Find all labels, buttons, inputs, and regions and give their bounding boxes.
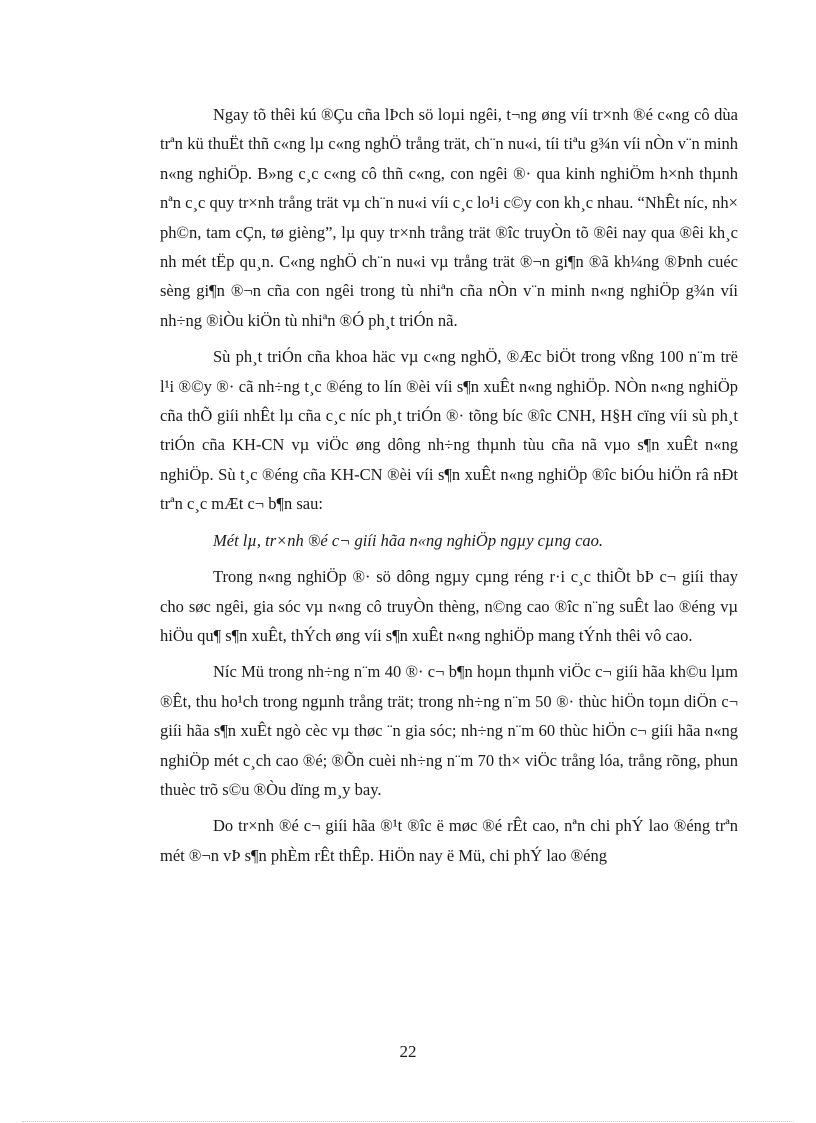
page-number: 22 — [399, 1042, 417, 1061]
paragraph-4: Níc Mü trong nh÷ng n¨m 40 ®· c¬ b¶n hoµn thµnh viÖc c¬ giíi hãa kh©u lµm ®Êt, thu ho¹ch trong ngµnh trång trät; trong nh÷ng n¨m 50 ®· thùc hiÖn toµn diÖn c¬ giíi hãa s¶n xuÊt ngò cèc vµ thøc ¨n gia sóc; nh÷ng n¨m 60 thùc hiÖn c¬ giíi hãa n«ng nghiÖp mét c¸ch cao ®é; ®Õn cuèi nh÷ng n¨m 70 th× viÖc trång lóa, trång rõng, phun thuèc trõ s©u ®Òu dïng m¸y bay. — [160, 662, 738, 799]
paragraph-3: Trong n«ng nghiÖp ®· sö dông ngµy cµng réng r·i c¸c thiÕt bÞ c¬ giíi thay cho søc ngêi, gia sóc vµ n«ng cô truyÒn thèng, n©ng cao ®îc n¨ng suÊt lao ®éng vµ hiÖu qu¶ s¶n xuÊt, thÝch øng víi s¶n xuÊt n«ng nghiÖp mang tÝnh thêi vô cao. — [160, 567, 738, 645]
page-bottom-divider — [22, 1121, 794, 1122]
paragraph-1: Ngay tõ thêi kú ®Çu cña lÞch sö loµi ngêi, t¬ng øng víi tr×nh ®é c«ng cô dùa trªn kü thuËt thñ c«ng lµ c«ng nghÖ trång trät, ch¨n nu«i, tíi tiªu g¾n víi nÒn v¨n minh n«ng nghiÖp. B»ng c¸c c«ng cô thñ c«ng, con ngêi ®· qua kinh nghiÖm h×nh thµnh nªn c¸c quy tr×nh trång trät vµ ch¨n nu«i víi c¸c lo¹i c©y con kh¸c nhau. “NhÊt níc, nh× ph©n, tam cÇn, tø gièng”, lµ quy tr×nh trång trät ®îc truyÒn tõ ®êi nay qua ®êi kh¸c nh mét tËp qu¸n. C«ng nghÖ ch¨n nu«i vµ trång trät ®¬n gi¶n ®ã kh¼ng ®Þnh cuéc sèng gi¶n ®¬n cña con ngêi trong tù nhiªn cña nÒn v¨n minh n«ng nghiÖp g¾n víi nh÷ng ®iÒu kiÖn tù nhiªn ®Ó ph¸t triÓn nã. — [160, 105, 738, 330]
paragraph-5: Do tr×nh ®é c¬ giíi hãa ®¹t ®îc ë møc ®é rÊt cao, nªn chi phÝ lao ®éng trªn mét ®¬n vÞ s¶n phÈm rÊt thÊp. HiÖn nay ë Mü, chi phÝ lao ®éng — [160, 816, 738, 865]
italic-subheading: Mét lµ, tr×nh ®é c¬ giíi hãa n«ng nghiÖp ngµy cµng cao. — [213, 530, 604, 550]
body-text — [160, 100, 738, 877]
paragraph-2: Sù ph¸t triÓn cña khoa häc vµ c«ng nghÖ, ®Æc biÖt trong vßng 100 n¨m trë l¹i ®©y ®· cã nh÷ng t¸c ®éng to lín ®èi víi s¶n xuÊt n«ng nghiÖp. NÒn n«ng nghiÖp cña thÕ giíi nhÊt lµ cña c¸c níc ph¸t triÓn ®· tõng bíc ®îc CNH, H§H cïng víi sù ph¸t triÓn cña KH-CN vµ viÖc øng dông nh÷ng thµnh tùu cña nã vµo s¶n xuÊt n«ng nghiÖp. Sù t¸c ®éng cña KH-CN ®èi víi s¶n xuÊt n«ng nghiÖp ®îc biÓu hiÖn râ nÐt trªn c¸c mÆt c¬ b¶n sau: — [160, 347, 738, 514]
